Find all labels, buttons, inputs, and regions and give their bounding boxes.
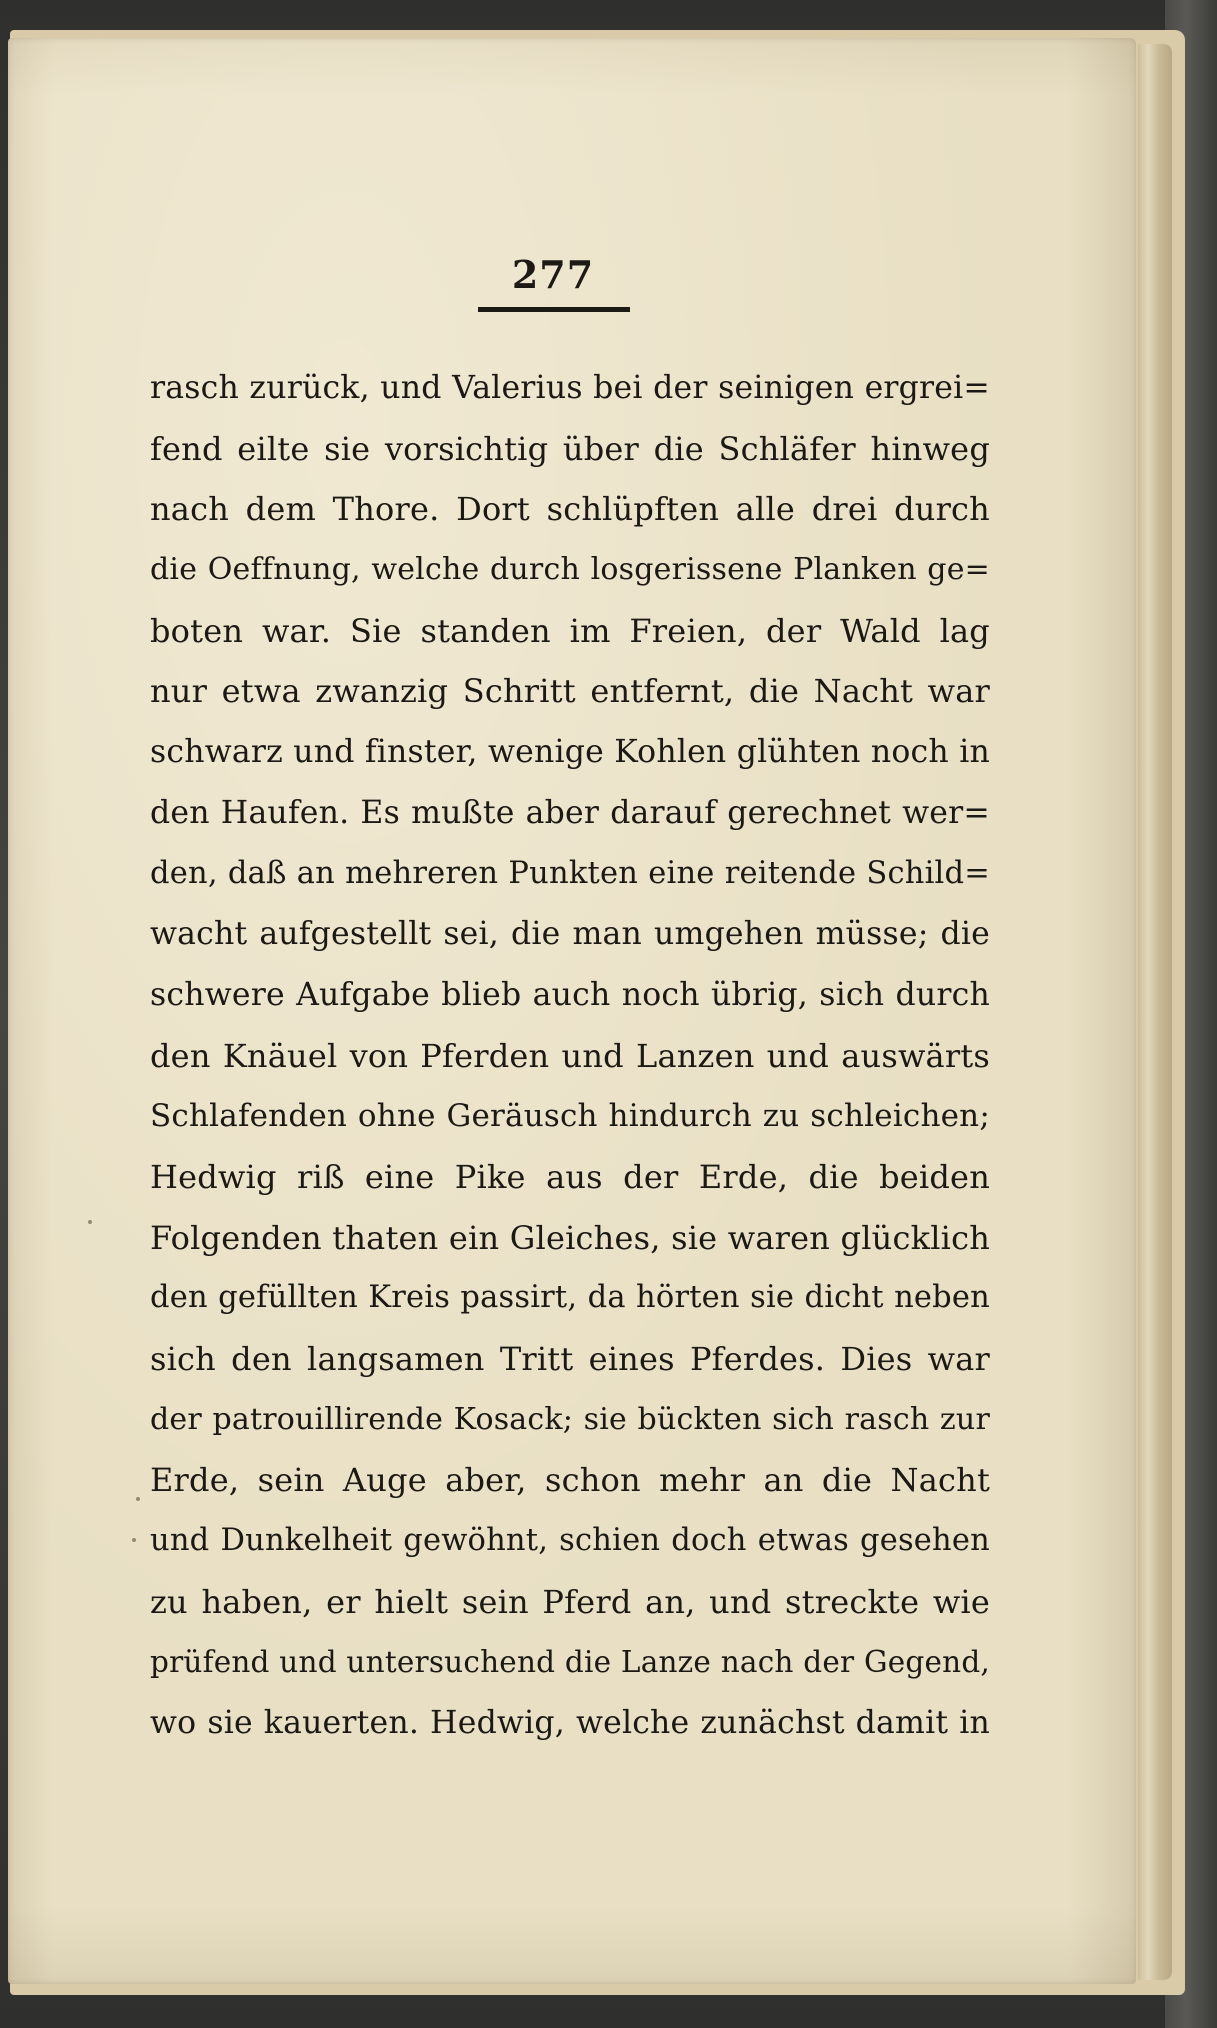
text-line: den, daß an mehreren Punkten eine reitende Schild= bbox=[150, 855, 990, 891]
paper-speck bbox=[88, 1220, 92, 1224]
body-text bbox=[150, 358, 990, 1754]
text-line: den Haufen. Es mußte aber darauf gerechnet wer= bbox=[150, 794, 990, 831]
text-line: nur etwa zwanzig Schritt entfernt, die Nacht war bbox=[150, 672, 990, 711]
text-line: boten war. Sie standen im Freien, der Wald lag bbox=[150, 611, 990, 650]
text-line: die Oeffnung, welche durch losgerissene Planken ge= bbox=[150, 552, 990, 588]
text-line: fend eilte sie vorsichtig über die Schläfer hinweg bbox=[150, 429, 990, 468]
paper-speck bbox=[132, 1538, 136, 1542]
paper-speck bbox=[136, 1497, 140, 1501]
text-line: Schlafenden ohne Geräusch hindurch zu schleichen; bbox=[150, 1098, 990, 1135]
text-line: Erde, sein Auge aber, schon mehr an die Nacht bbox=[150, 1461, 990, 1500]
text-line: wo sie kauerten. Hedwig, welche zunächst damit in bbox=[150, 1705, 990, 1742]
text-line: zu haben, er hielt sein Pferd an, und streckte wie bbox=[150, 1582, 990, 1621]
text-line: schwere Aufgabe blieb auch noch übrig, sich durch bbox=[150, 976, 990, 1013]
text-line: nach dem Thore. Dort schlüpften alle drei durch bbox=[150, 490, 990, 529]
text-line: prüfend und untersuchend die Lanze nach der Gegend, bbox=[150, 1645, 990, 1680]
page-number-rule bbox=[478, 307, 630, 312]
text-line: den gefüllten Kreis passirt, da hörten sie dicht neben bbox=[150, 1280, 990, 1316]
text-line: und Dunkelheit gewöhnt, schien doch etwas gesehen bbox=[150, 1523, 990, 1559]
text-line: rasch zurück, und Valerius bei der seinigen ergrei= bbox=[150, 370, 990, 406]
text-line: Folgenden thaten ein Gleiches, sie waren glücklich bbox=[150, 1218, 990, 1257]
text-line: sich den langsamen Tritt eines Pferdes. Dies war bbox=[150, 1340, 990, 1378]
text-line: der patrouillirende Kosack; sie bückten sich rasch zur bbox=[150, 1401, 990, 1437]
text-line: schwarz und finster, wenige Kohlen glühten noch in bbox=[150, 734, 990, 771]
text-line: wacht aufgestellt sei, die man umgehen müsse; die bbox=[150, 916, 990, 953]
page-number: 277 bbox=[511, 252, 595, 297]
text-line: Hedwig riß eine Pike aus der Erde, die beiden bbox=[150, 1157, 990, 1196]
text-line: den Knäuel von Pferden und Lanzen und auswärts bbox=[150, 1036, 990, 1075]
page-stack-edge bbox=[1138, 44, 1172, 1980]
